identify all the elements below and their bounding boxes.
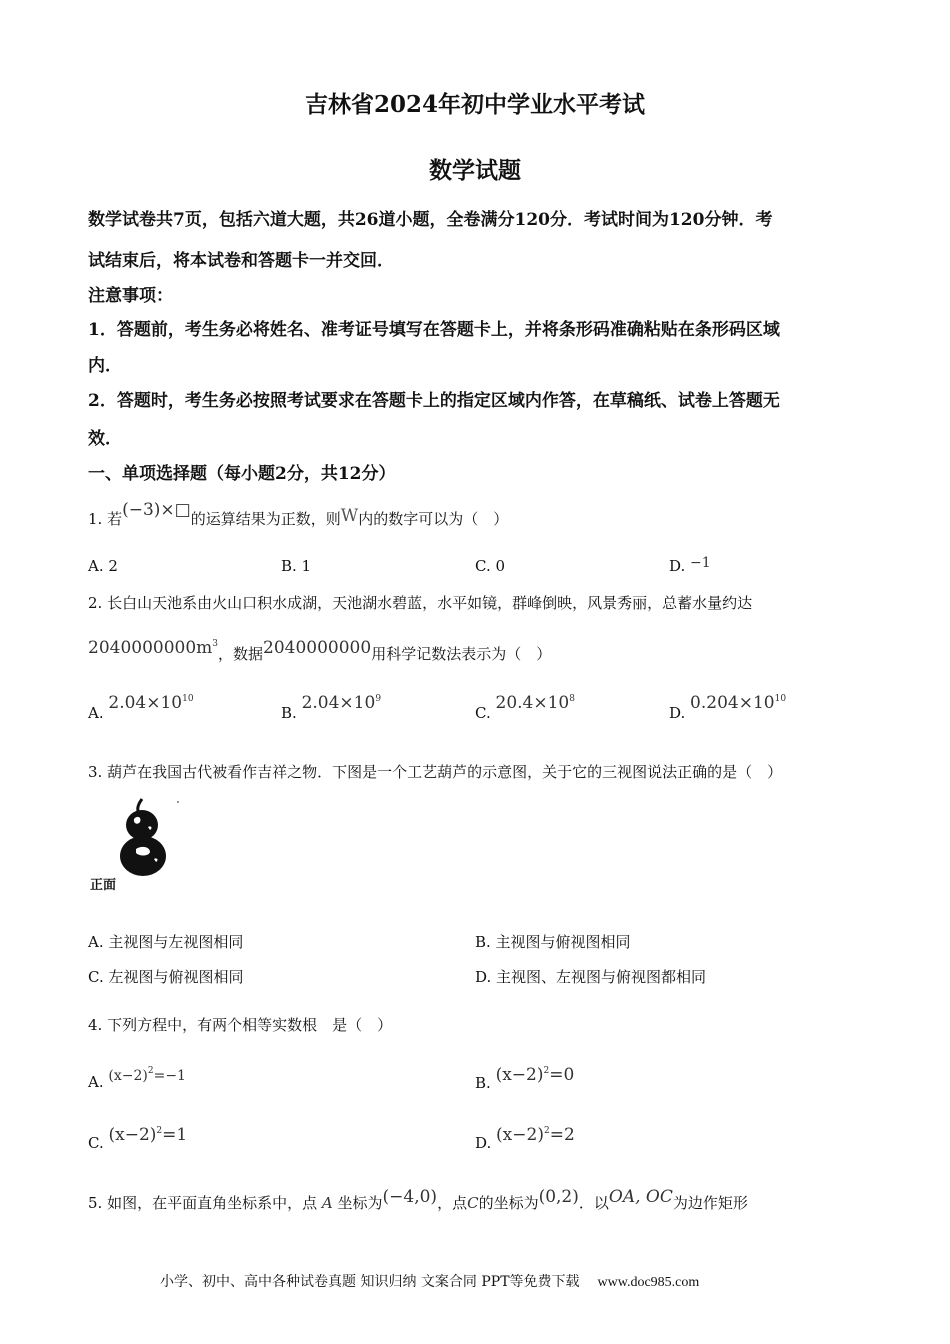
q4-option-c-math [109,1125,188,1145]
q1-option-d-math: −1 [690,555,711,571]
q2-option-d-base: 0.204×10 [690,693,775,713]
q2-option-b-label: B. [281,704,297,722]
q4-option-d-label: D. [475,1134,492,1152]
page-footer [160,1271,699,1291]
notes-heading: 注意事项： [88,286,173,306]
q5-sides: OA, OC [608,1187,673,1207]
q3-option-d: D. 主视图、左视图与俯视图都相同 [475,968,707,986]
q4-option-b-math [496,1065,575,1085]
q1-mid: 的运算结果为正数，则 [190,510,341,528]
q4-option-b-sq: 2 [543,1066,550,1076]
intro-line-2: 试结束后，将本试卷和答题卡一并交回． [88,251,394,271]
q4-option-c [88,1125,188,1153]
gourd-front-label: 正面 [90,878,117,893]
q1-option-a: A. 2 [88,557,118,575]
q2-option-d-exp: 10 [774,694,787,704]
q3-option-b: B. 主视图与俯视图相同 [475,933,631,951]
q2-math-1 [88,638,218,658]
q4-option-c-sq: 2 [156,1126,163,1136]
q2-option-a [88,693,194,723]
q2-option-a-exp: 10 [182,694,194,704]
q2-option-d-math [690,693,786,713]
q4-option-c-rhs: =1 [162,1125,188,1145]
q5-text-2: 坐标为 [337,1194,383,1212]
q1-prefix: 1. 若 [88,510,123,528]
q2-option-c-math [496,693,575,713]
footer-text: 小学、初中、高中各种试卷真题 知识归纳 文案合同 PPT等免费下载 [160,1274,580,1290]
q5-text-3: ，点 [437,1194,468,1212]
q2-option-c-label: C. [475,704,491,722]
note-2-line-2: 效． [88,429,122,449]
intro-line-1: 数学试卷共7页，包括六道大题，共26道小题，全卷满分120分．考试时间为120分钟．考 [88,210,773,230]
q4-option-a [88,1066,186,1091]
q2-math-1-base: 2040000000m [88,638,213,658]
q5-text-4: 的坐标为 [478,1194,539,1212]
q2-comma: ，数据 [218,645,264,663]
q4-option-d [475,1125,575,1153]
q2-option-c [475,693,575,723]
page-title: 吉林省2024年初中学业水平考试 [304,91,645,118]
q2-option-c-exp: 8 [569,694,575,704]
question-1-stem [88,500,509,529]
q4-option-b-rhs: =0 [549,1065,575,1085]
gourd-illustration [90,797,180,877]
q5-point-a: A [321,1194,333,1212]
section-1-heading: 一、单项选择题（每小题2分，共12分） [88,464,396,484]
q4-option-c-base: (x−2) [108,1125,157,1145]
q1-option-b: B. 1 [281,557,312,575]
q4-option-d-math [496,1125,575,1145]
q4-option-b-label: B. [475,1074,491,1092]
question-5-stem [88,1187,748,1213]
q4-option-b-base: (x−2) [495,1065,544,1085]
q3-option-c: C. 左视图与俯视图相同 [88,968,244,986]
q4-option-a-sq: 2 [147,1066,154,1076]
q2-option-d [669,693,787,723]
note-1-line-1: 1．答题前，考生务必将姓名、准考证号填写在答题卡上，并将条形码准确粘贴在条形码区域 [88,320,780,340]
question-2-line-1: 2. 长白山天池系由火山口积水成湖，天池湖水碧蓝，水平如镜，群峰倒映，风景秀丽，总蓄水量约达 [88,594,753,612]
q1-suffix: 内的数字可以为（ ） [358,510,509,528]
q4-option-a-base: (x−2) [108,1068,148,1084]
q4-option-d-sq: 2 [543,1126,550,1136]
q2-option-a-base: 2.04×10 [108,693,183,713]
q5-text-5: ．以 [578,1194,609,1212]
q5-text-1: 5. 如图，在平面直角坐标系中，点 [88,1194,318,1212]
q5-coord-a: (−4,0) [382,1187,438,1207]
q1-option-c: C. 0 [475,557,506,575]
q4-option-c-label: C. [88,1134,104,1152]
q1-option-d [669,557,711,575]
q4-option-d-base: (x−2) [496,1125,544,1145]
question-2-line-2 [88,638,552,664]
q2-option-b [281,693,382,723]
q3-option-a: A. 主视图与左视图相同 [88,933,244,951]
q2-option-c-base: 20.4×10 [495,693,570,713]
q5-coord-c: (0,2) [538,1187,579,1207]
q1-option-d-label: D. [669,557,686,575]
q2-option-a-math [108,693,193,713]
footer-url[interactable]: www.doc985.com [597,1275,700,1290]
q4-option-b [475,1065,575,1093]
q2-math-2: 2040000000 [263,638,372,658]
q4-option-d-rhs: =2 [549,1125,575,1145]
q1-math: (−3)×□ [122,500,191,520]
q2-option-d-label: D. [669,704,686,722]
q1-symbol: W [340,506,359,526]
gourd-figure [90,797,180,897]
note-1-line-2: 内． [88,356,122,376]
q2-option-b-exp: 9 [375,694,382,704]
q2-option-b-base: 2.04×10 [301,693,376,713]
q2-option-b-math [302,693,381,713]
q5-point-c: C [467,1194,479,1212]
page-subtitle: 数学试题 [429,157,521,184]
q2-suffix: 用科学记数法表示为（ ） [371,645,552,663]
q4-option-a-label: A. [88,1073,104,1091]
q4-option-a-math [108,1068,186,1084]
question-4-stem: 4. 下列方程中，有两个相等实数根 是（ ） [88,1016,393,1034]
q4-option-a-rhs: =−1 [153,1068,186,1084]
question-3-stem: 3. 葫芦在我国古代被看作吉祥之物．下图是一个工艺葫芦的示意图，关于它的三视图说法正确的是（ ） [88,763,783,781]
q2-option-a-label: A. [88,704,104,722]
note-2-line-1: 2．答题时，考生务必按照考试要求在答题卡上的指定区域内作答，在草稿纸、试卷上答题无 [88,391,780,411]
q5-text-6: 为边作矩形 [672,1194,748,1212]
q2-math-1-sup: 3 [212,639,219,649]
